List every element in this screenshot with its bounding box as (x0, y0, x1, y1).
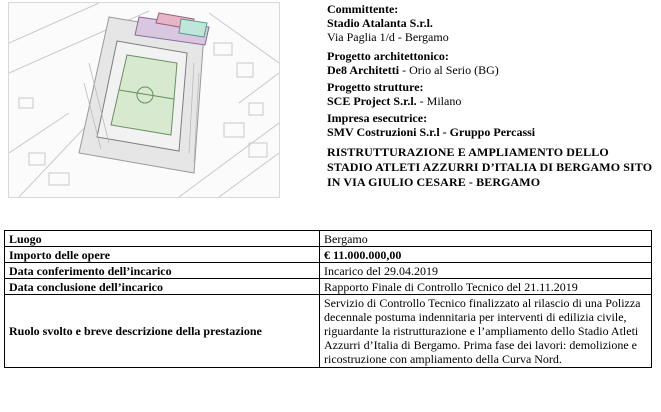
ruolo-value: Servizio di Controllo Tecnico finalizzato al rilascio di una Polizza decennale postuma indennitaria per interventi di edilizia civile, riguardante la ristrutturazione e l’ampliamento dello Stadio Atleti Azzurri d’Italia di Bergamo. Prima fase dei lavori: demolizione e ricostruzione con ampliamento della Curva Nord. (320, 295, 652, 368)
progetto-architettonico-location: - Orio al Serio (BG) (399, 63, 499, 77)
importo-value: € 11.000.000,00 (320, 247, 652, 263)
impresa-name: SMV Costruzioni S.r.l - Gruppo Percassi (327, 125, 536, 139)
conferimento-value: Incarico del 29.04.2019 (320, 263, 652, 279)
luogo-key: Luogo (5, 231, 320, 247)
progetto-strutture-name: SCE Project S.r.l. (327, 94, 417, 108)
importo-key: Importo delle opere (5, 247, 320, 263)
committente-address: Via Paglia 1/d - Bergamo (327, 30, 449, 44)
progetto-architettonico-line (327, 63, 657, 77)
conclusione-key: Data conclusione dell’incarico (5, 279, 320, 295)
progetto-architettonico-label: Progetto architettonico: (327, 49, 449, 63)
conclusione-value: Rapporto Finale di Controllo Tecnico del 21.11.2019 (320, 279, 652, 295)
impresa-block (327, 111, 657, 139)
project-info (327, 2, 657, 190)
table-row (5, 295, 652, 368)
luogo-value: Bergamo (320, 231, 652, 247)
project-details-table (4, 230, 652, 368)
progetto-strutture-label: Progetto strutture: (327, 80, 424, 94)
ruolo-key: Ruolo svolto e breve descrizione della prestazione (5, 295, 320, 368)
stadium-aerial-image (8, 2, 280, 198)
progetto-strutture-block (327, 80, 657, 108)
committente-label: Committente: (327, 2, 399, 16)
progetto-architettonico-block (327, 49, 657, 77)
impresa-label: Impresa esecutrice: (327, 111, 428, 125)
progetto-architettonico-name: De8 Architetti (327, 63, 400, 77)
project-title: RISTRUTTURAZIONE E AMPLIAMENTO DELLO STADIO ATLETI AZZURRI D’ITALIA DI BERGAMO SITO IN VIA GIULIO CESARE - BERGAMO (327, 145, 653, 189)
conferimento-key: Data conferimento dell’incarico (5, 263, 320, 279)
table-row (5, 231, 652, 247)
table-row (5, 247, 652, 263)
progetto-strutture-location: - Milano (416, 94, 462, 108)
table-row (5, 263, 652, 279)
committente-name: Stadio Atalanta S.r.l. (327, 16, 433, 30)
table-row (5, 279, 652, 295)
stadium-site-plan-drawing (9, 3, 279, 197)
progetto-strutture-line (327, 94, 657, 108)
committente-block (327, 2, 657, 44)
